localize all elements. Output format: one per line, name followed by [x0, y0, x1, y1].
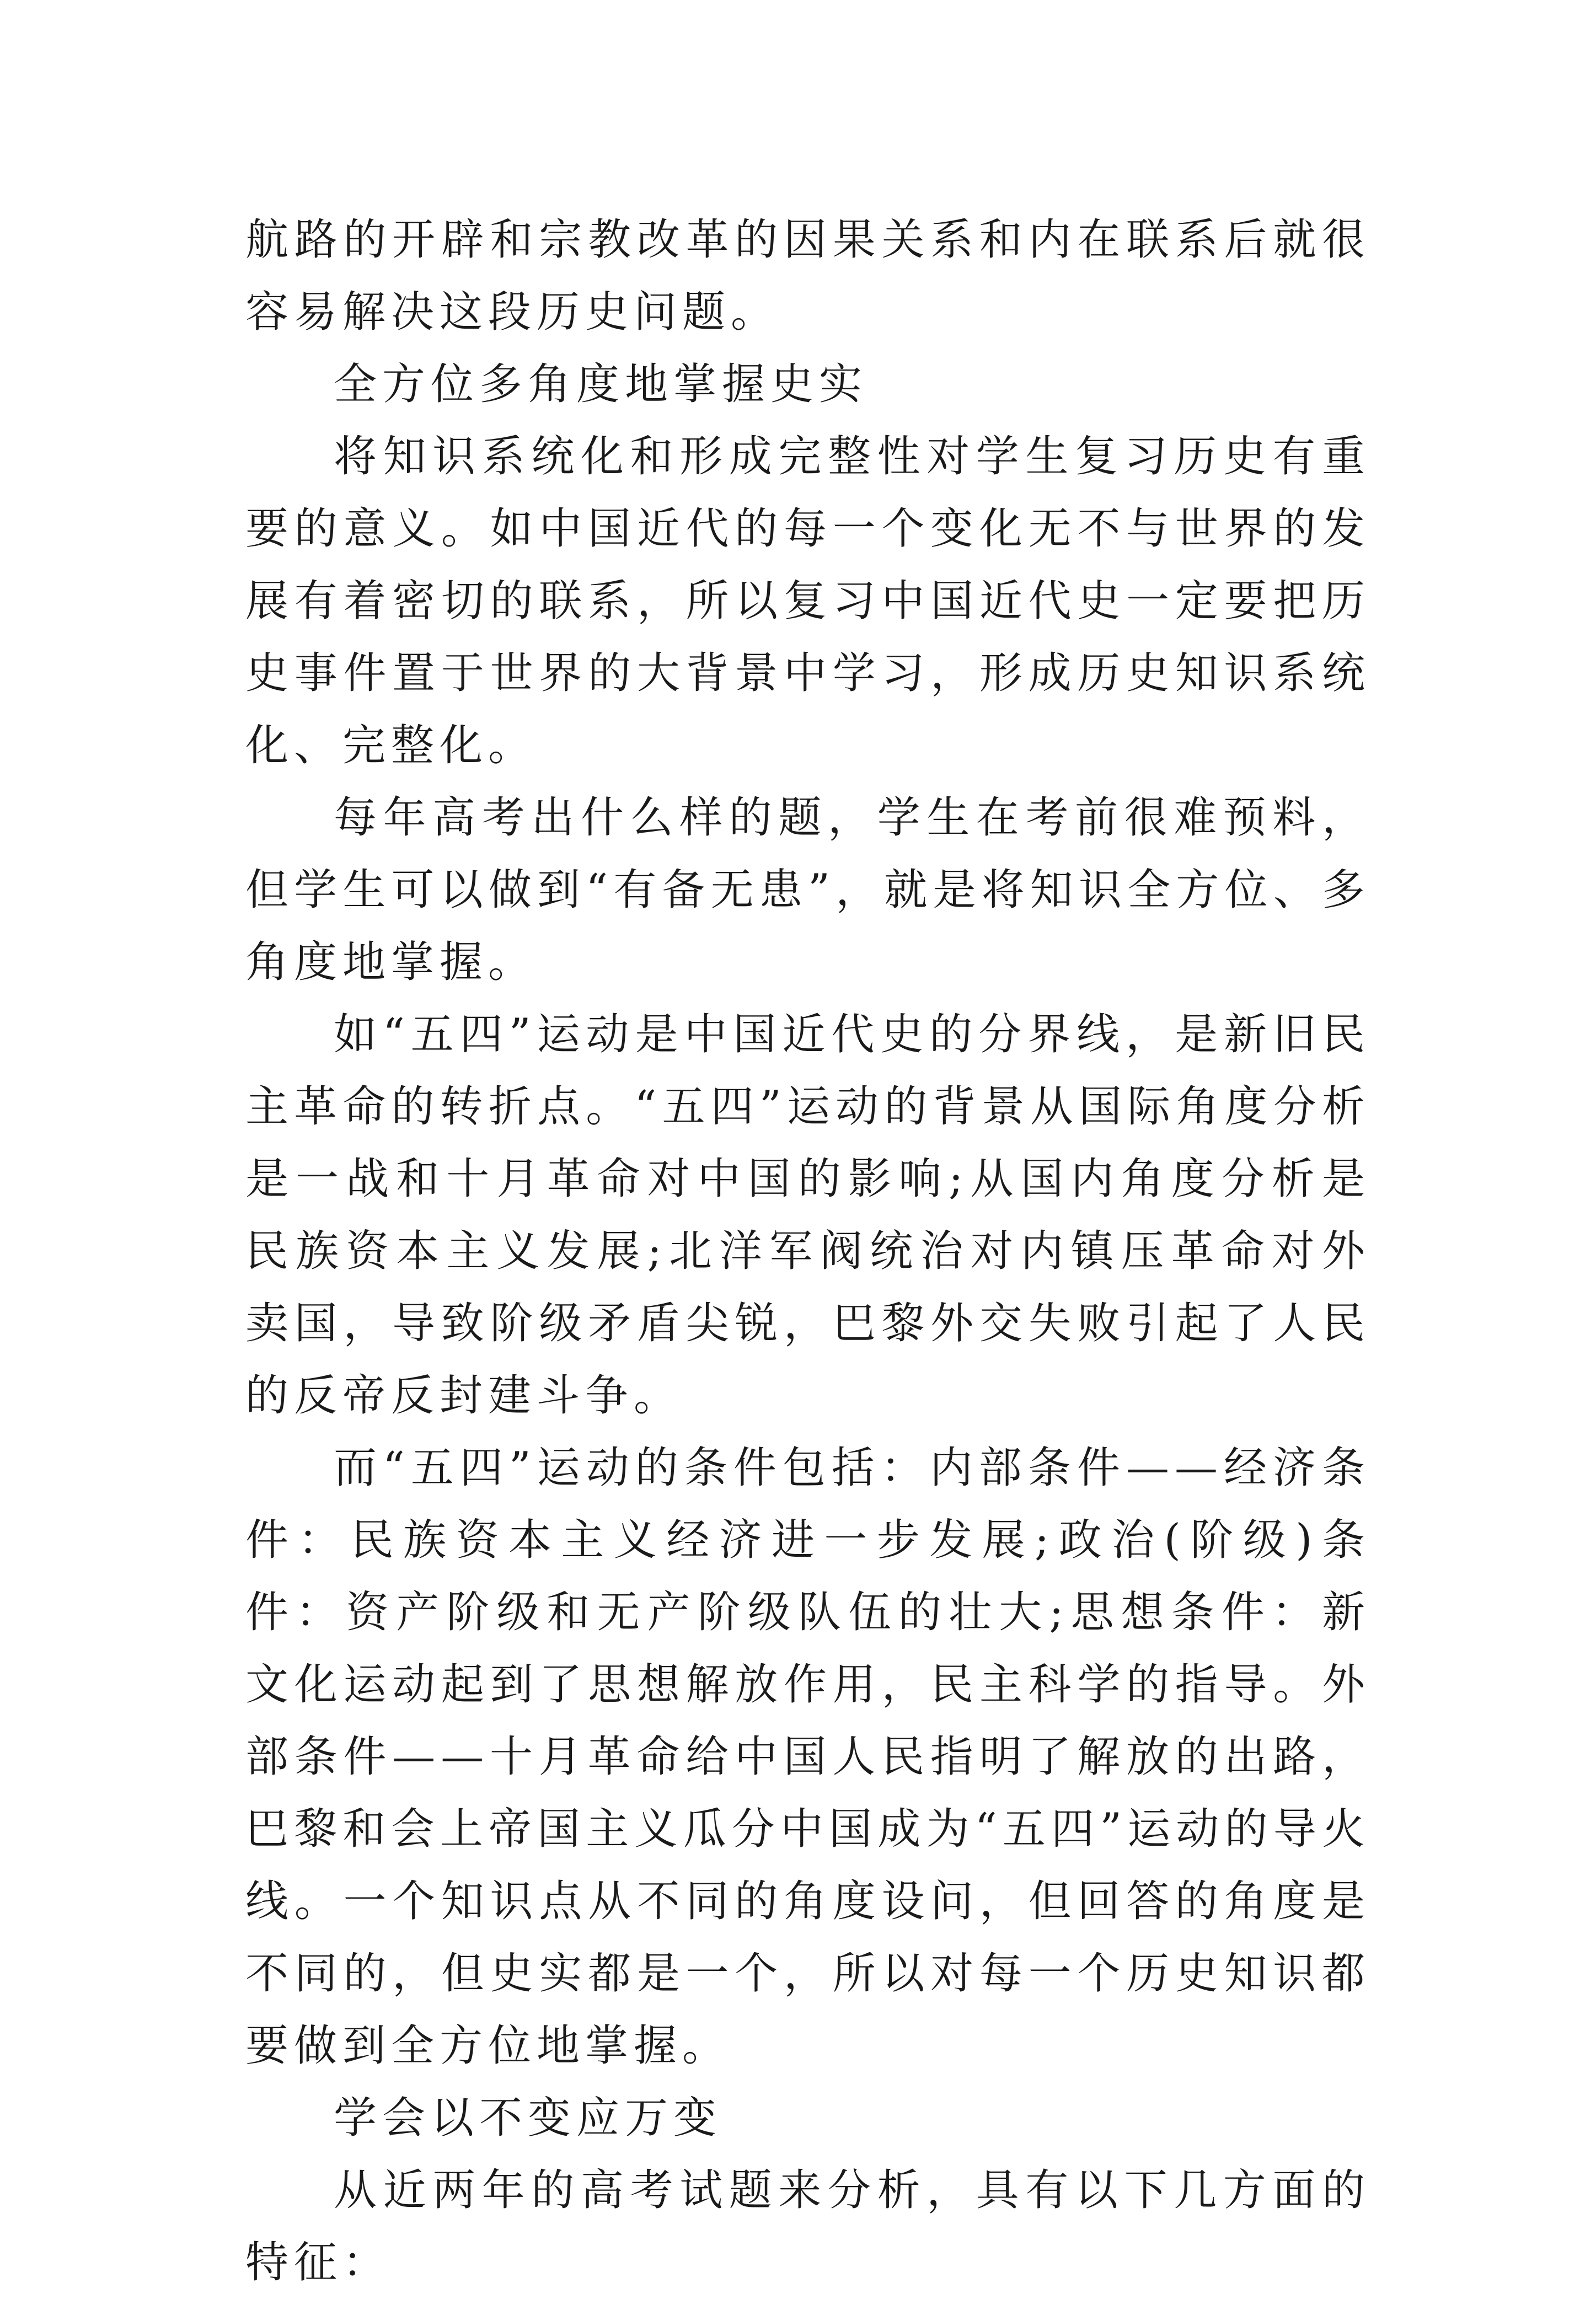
paragraph: 如“五四”运动是中国近代史的分界线，是新旧民主革命的转折点。“五四”运动的背景从国际角度分析是一战和十月革命对中国的影响;从国内角度分析是民族资本主义发展;北洋军阀统治对内镇压革命对外卖国，导致阶级矛盾尖锐，巴黎外交失败引起了人民的反帝反封建斗争。 [245, 1010, 1370, 1421]
section-heading: 学会以不变应万变 [334, 2093, 722, 2143]
paragraph: 每年高考出什么样的题，学生在考前很难预料，但学生可以做到“有备无患”，就是将知识全方位、多角度地掌握。 [245, 793, 1370, 987]
section-heading: 全方位多角度地掌握史实 [334, 360, 868, 409]
paragraph: 从近两年的高考试题来分析，具有以下几方面的特征： [245, 2166, 1370, 2287]
document-body [245, 204, 1370, 2299]
paragraph-continuation: 航路的开辟和宗教改革的因果关系和内在联系后就很容易解决这段历史问题。 [245, 215, 1370, 337]
paragraph: 将知识系统化和形成完整性对学生复习历史有重要的意义。如中国近代的每一个变化无不与世界的发展有着密切的联系，所以复习中国近代史一定要把历史事件置于世界的大背景中学习，形成历史知识系统化、完整化。 [245, 432, 1370, 770]
paragraph: 而“五四”运动的条件包括：内部条件——经济条件：民族资本主义经济进一步发展;政治(阶级)条件：资产阶级和无产阶级队伍的壮大;思想条件：新文化运动起到了思想解放作用，民主科学的指导。外部条件——十月革命给中国人民指明了解放的出路，巴黎和会上帝国主义瓜分中国成为“五四”运动的导火线。一个知识点从不同的角度设问，但回答的角度是不同的，但史实都是一个，所以对每一个历史知识都要做到全方位地掌握。 [245, 1443, 1370, 2071]
